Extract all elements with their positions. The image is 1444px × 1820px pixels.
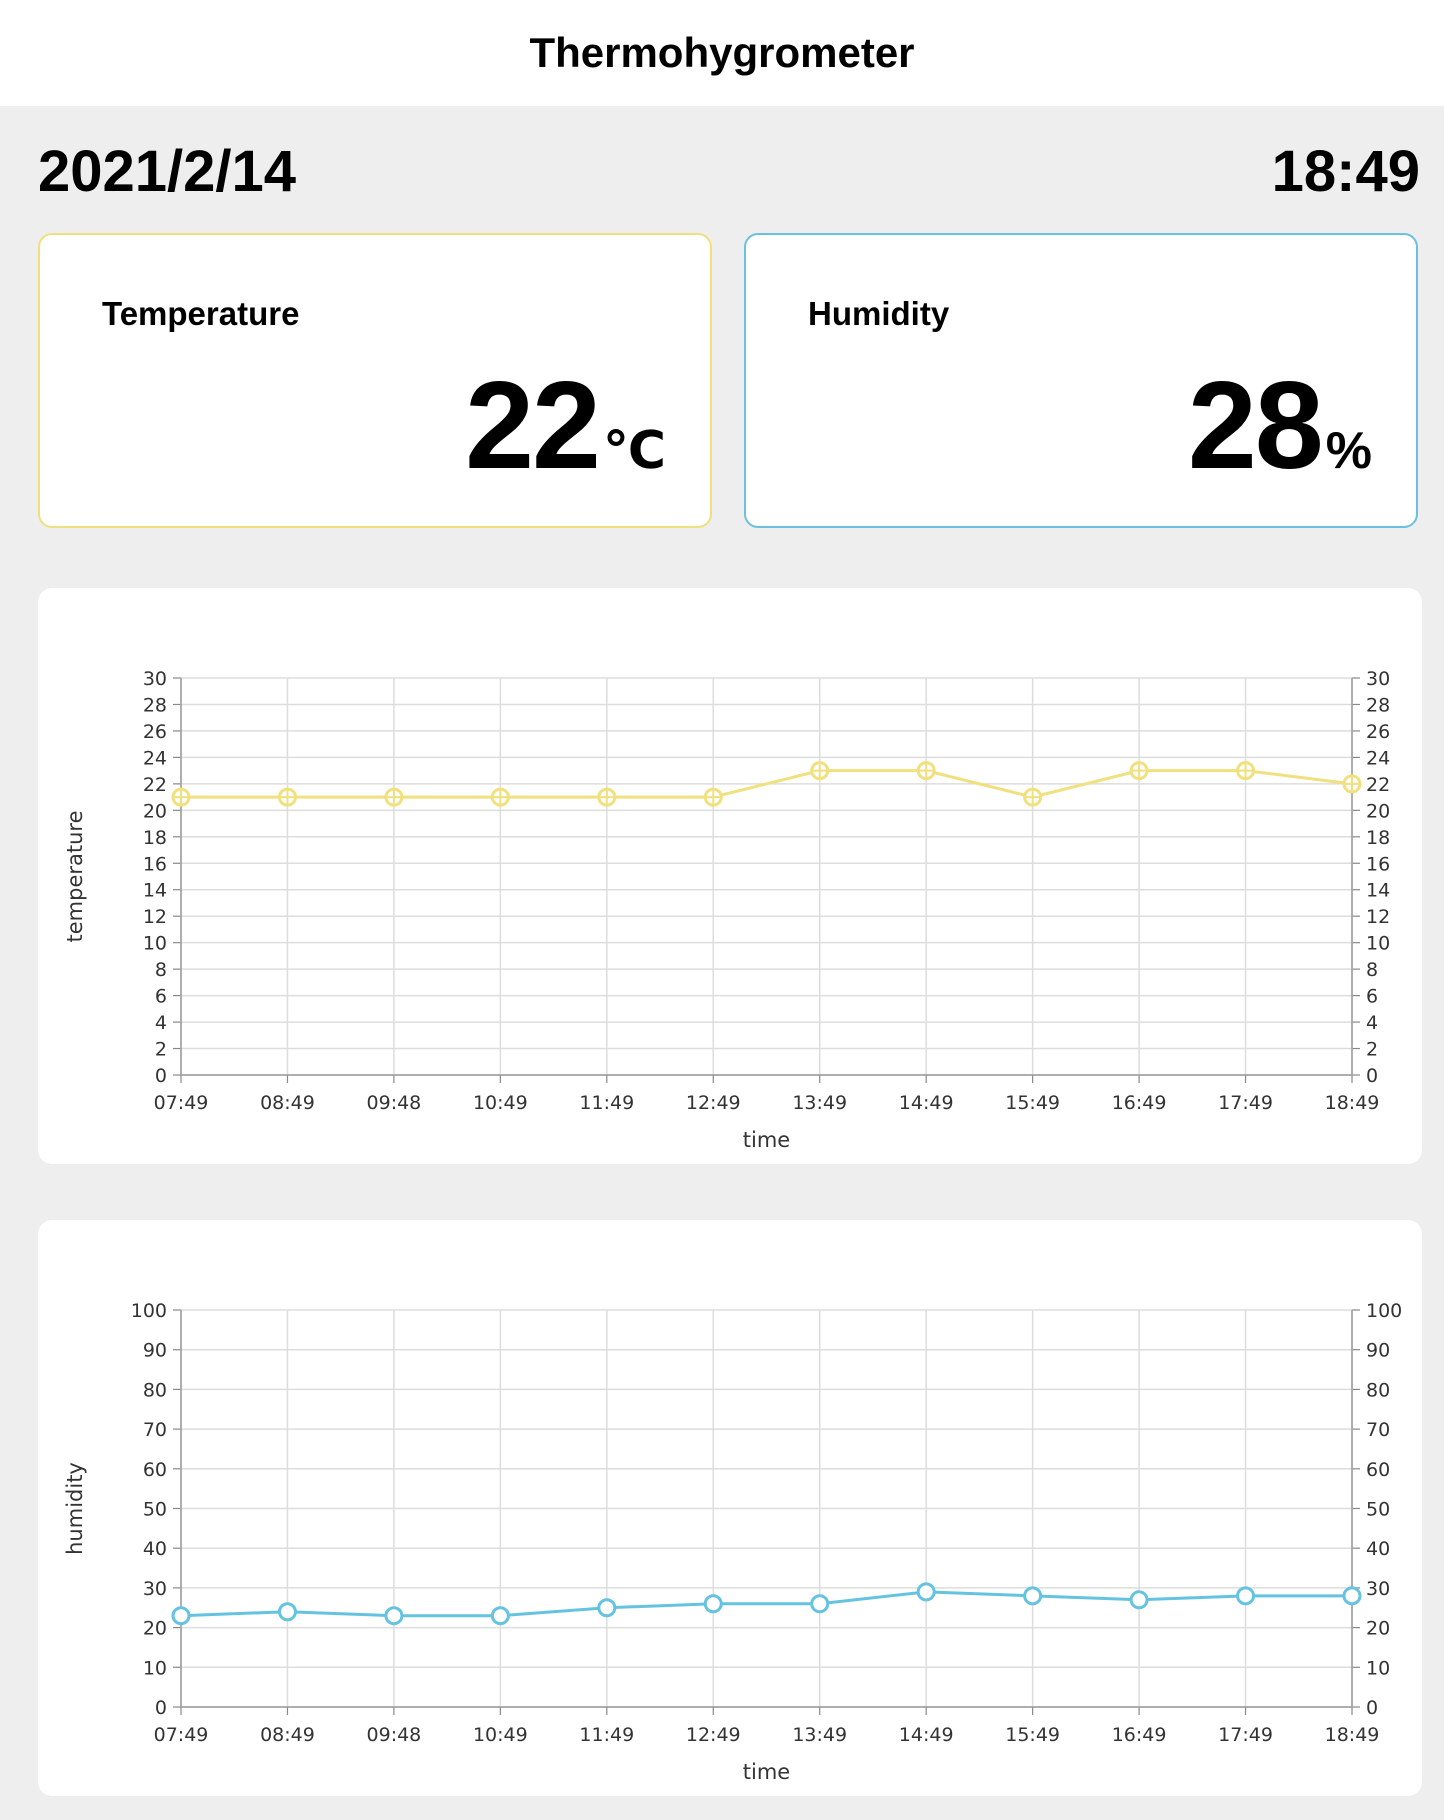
x-tick-label: 18:49 (1324, 1092, 1380, 1114)
y-tick-label-left: 30 (142, 668, 167, 690)
x-tick-label: 15:49 (1005, 1092, 1061, 1114)
y-tick-label-right: 70 (1366, 1419, 1391, 1442)
y-tick-label-right: 100 (1366, 1300, 1403, 1322)
y-tick-label-left: 70 (142, 1419, 167, 1442)
x-tick-label: 14:49 (898, 1092, 954, 1114)
y-tick-label-right: 10 (1366, 932, 1391, 955)
x-tick-label: 07:49 (153, 1724, 209, 1746)
y-tick-label-right: 10 (1366, 1657, 1391, 1680)
x-tick-label: 17:49 (1218, 1724, 1273, 1746)
data-point (173, 1608, 189, 1624)
y-tick-label-left: 60 (142, 1458, 167, 1481)
x-tick-label: 11:49 (579, 1092, 635, 1114)
y-tick-label-left: 80 (142, 1379, 167, 1402)
x-tick-label: 11:49 (579, 1724, 635, 1746)
humidity-value: 28 (1187, 357, 1322, 495)
data-point (599, 1600, 615, 1616)
x-tick-label: 07:49 (153, 1092, 209, 1114)
data-point (705, 1596, 721, 1612)
x-tick-label: 08:49 (260, 1092, 315, 1114)
current-date: 2021/2/14 (38, 139, 297, 204)
data-point (492, 1608, 508, 1624)
y-tick-label-left: 100 (130, 1300, 167, 1322)
y-tick-label-left: 20 (142, 1617, 167, 1640)
temperature-label: Temperature (102, 295, 300, 332)
y-tick-label-left: 8 (154, 959, 167, 982)
humidity-card (744, 233, 1418, 528)
y-tick-label-right: 90 (1366, 1339, 1391, 1362)
y-tick-label-left: 90 (142, 1339, 167, 1362)
y-tick-label-left: 12 (142, 906, 167, 929)
y-tick-label-left: 30 (142, 1577, 167, 1600)
data-point (1025, 1588, 1041, 1604)
y-tick-label-right: 60 (1366, 1458, 1391, 1481)
y-tick-label-right: 80 (1366, 1379, 1391, 1402)
y-tick-label-right: 6 (1366, 985, 1379, 1008)
temperature-unit: ℃ (603, 422, 666, 480)
y-tick-label-left: 6 (154, 985, 167, 1008)
y-tick-label-right: 50 (1366, 1498, 1391, 1521)
y-tick-label-right: 20 (1366, 1617, 1391, 1640)
y-tick-label-left: 4 (154, 1012, 167, 1035)
y-tick-label-right: 8 (1366, 959, 1379, 982)
y-tick-label-right: 40 (1366, 1538, 1391, 1561)
data-point (1131, 1592, 1147, 1608)
humidity-unit: % (1325, 422, 1372, 480)
x-axis-label: time (742, 1128, 791, 1152)
y-tick-label-left: 26 (142, 720, 167, 743)
datetime-row (38, 138, 1420, 202)
y-tick-label-left: 40 (142, 1538, 167, 1561)
data-point (918, 1584, 934, 1600)
y-tick-label-right: 2 (1366, 1038, 1379, 1061)
y-tick-label-left: 16 (142, 853, 167, 876)
y-tick-label-left: 20 (142, 800, 167, 823)
x-tick-label: 13:49 (792, 1724, 848, 1746)
y-tick-label-left: 28 (142, 694, 167, 717)
y-tick-label-right: 16 (1366, 853, 1391, 876)
app-header (0, 0, 1444, 106)
y-tick-label-right: 4 (1366, 1012, 1379, 1035)
humidity-reading (1188, 355, 1372, 497)
x-tick-label: 18:49 (1324, 1724, 1380, 1746)
y-tick-label-right: 30 (1366, 668, 1391, 690)
x-tick-label: 16:49 (1111, 1724, 1167, 1746)
x-tick-label: 12:49 (685, 1724, 741, 1746)
y-tick-label-right: 26 (1366, 720, 1391, 743)
x-tick-label: 10:49 (472, 1092, 528, 1114)
y-tick-label-right: 14 (1366, 879, 1391, 902)
y-tick-label-right: 0 (1366, 1697, 1379, 1719)
y-tick-label-left: 50 (142, 1498, 167, 1521)
y-axis-label: temperature (63, 810, 87, 943)
x-tick-label: 16:49 (1111, 1092, 1167, 1114)
temperature-reading (465, 355, 666, 497)
temperature-chart (38, 588, 1422, 1164)
y-tick-label-right: 30 (1366, 1577, 1391, 1600)
humidity-chart-panel (38, 1220, 1422, 1796)
y-tick-label-right: 22 (1366, 773, 1391, 796)
y-tick-label-left: 14 (142, 879, 167, 902)
y-tick-label-left: 0 (154, 1065, 167, 1087)
y-tick-label-left: 18 (142, 826, 167, 849)
data-point (812, 1596, 828, 1612)
x-tick-label: 12:49 (685, 1092, 741, 1114)
x-tick-label: 17:49 (1218, 1092, 1273, 1114)
data-point (1238, 1588, 1254, 1604)
data-point (1344, 1588, 1360, 1604)
current-time: 18:49 (1271, 139, 1420, 204)
y-tick-label-right: 12 (1366, 906, 1391, 929)
app-title: Thermohygrometer (529, 29, 915, 76)
y-tick-label-left: 22 (142, 773, 167, 796)
y-axis-label: humidity (63, 1462, 87, 1555)
y-tick-label-right: 24 (1366, 747, 1391, 770)
y-tick-label-right: 20 (1366, 800, 1391, 823)
y-tick-label-right: 0 (1366, 1065, 1379, 1087)
y-tick-label-left: 24 (142, 747, 167, 770)
y-tick-label-right: 18 (1366, 826, 1391, 849)
series-line (181, 1592, 1352, 1616)
x-tick-label: 14:49 (898, 1724, 954, 1746)
y-tick-label-left: 0 (154, 1697, 167, 1719)
x-tick-label: 10:49 (472, 1724, 528, 1746)
y-tick-label-left: 10 (142, 932, 167, 955)
humidity-label: Humidity (808, 295, 950, 332)
x-tick-label: 08:49 (260, 1724, 315, 1746)
temperature-chart-panel (38, 588, 1422, 1164)
data-point (279, 1604, 295, 1620)
x-tick-label: 13:49 (792, 1092, 848, 1114)
x-axis-label: time (742, 1760, 791, 1784)
humidity-chart (38, 1220, 1422, 1796)
y-tick-label-right: 28 (1366, 694, 1391, 717)
data-point (386, 1608, 402, 1624)
temperature-value: 22 (465, 357, 600, 495)
temperature-card (38, 233, 712, 528)
y-tick-label-left: 10 (142, 1657, 167, 1680)
x-tick-label: 09:48 (366, 1724, 422, 1746)
x-tick-label: 09:48 (366, 1092, 422, 1114)
y-tick-label-left: 2 (154, 1038, 167, 1061)
x-tick-label: 15:49 (1005, 1724, 1061, 1746)
